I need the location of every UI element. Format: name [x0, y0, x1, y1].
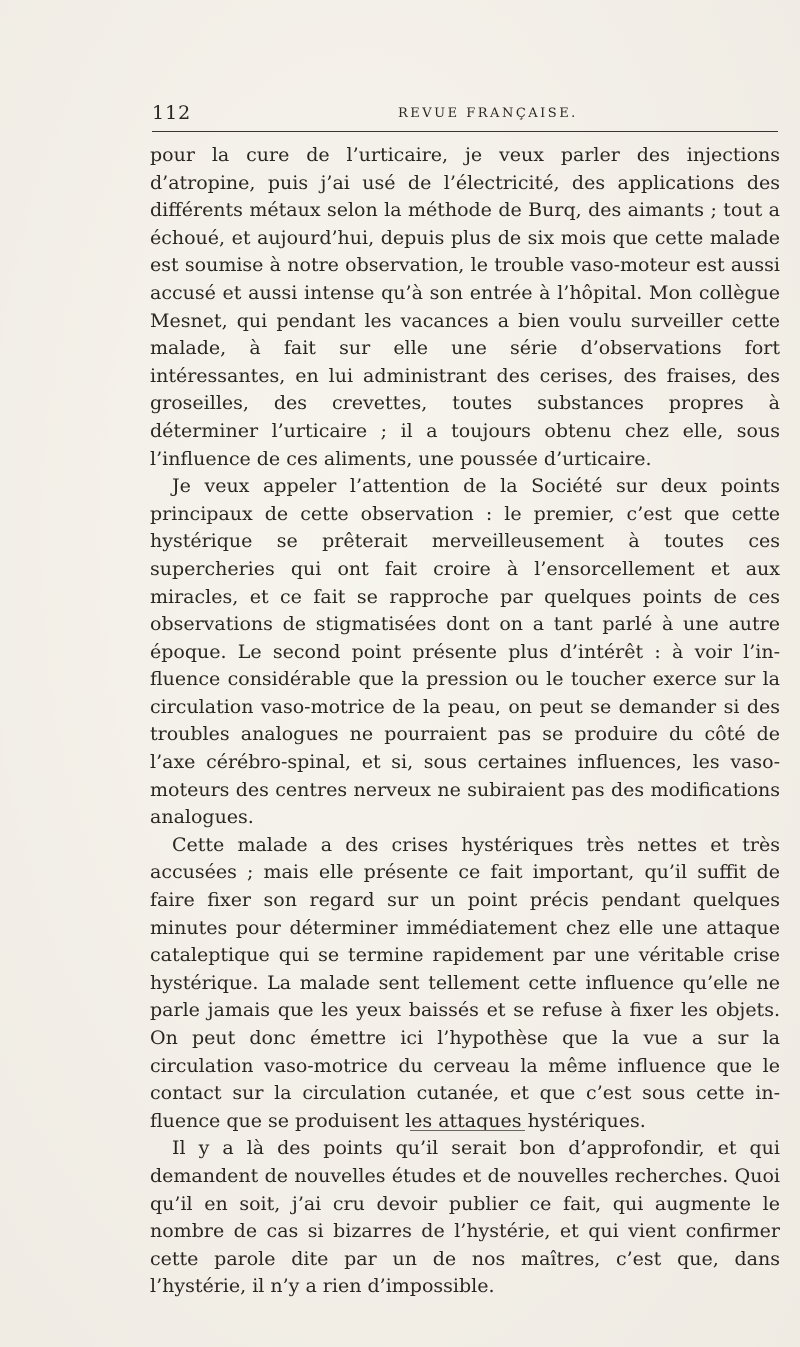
header-rule [152, 131, 778, 132]
page-header [152, 100, 778, 128]
paragraph-2: Je veux appeler l’attention de la Société sur deux points principaux de cette observation : le premier, c’est que cette hystérique se prêterait merveilleusement à toutes ces supercheries qui ont fait croire à l’ensorcellement et aux miracles, et ce fait se rapproche par quelques points de ces observations de stigmatisées dont on a tant parlé à une autre époque. Le second point présente plus d’intérêt : à voir l’influence considérable que la pression ou le toucher exerce sur la circulation vaso-motrice de la peau, on peut se demander si des troubles analogues ne pourraient pas se produire du côté de l’axe cérébro-spinal, et si, sous certaines influences, les vaso-moteurs des centres nerveux ne subiraient pas des modifications analogues. [150, 475, 780, 829]
page-number: 112 [152, 102, 192, 124]
body-text [150, 142, 780, 1301]
closing-rule [410, 1130, 525, 1131]
paragraph-3: Cette malade a des crises hystériques très nettes et très accusées ; mais elle présente ce fait important, qu’il suffit de faire fixer son regard sur un point précis pendant quelques minutes pour déterminer immédiatement chez elle une attaque cataleptique qui se termine rapidement par une véritable crise hystérique. La malade sent tellement cette influence qu’elle ne parle jamais que les yeux baissés et se refuse à fixer les objets. On peut donc émettre ici l’hypothèse que la vue a sur la circulation vaso-motrice du cerveau la même influence que le contact sur la circulation cutanée, et que c’est sous cette influence que se produisent les attaques hystériques. [150, 833, 780, 1132]
running-title: REVUE FRANÇAISE. [398, 106, 578, 121]
paragraph-1: pour la cure de l’urticaire, je veux parler des injections d’atropine, puis j’ai usé de l’électricité, des applications des différents métaux selon la méthode de Burq, des aimants ; tout a échoué, et aujourd’hui, depuis plus de six mois que cette malade est soumise à notre observation, le trouble vaso-moteur est aussi accusé et aussi intense qu’à son entrée à l’hôpital. Mon collègue Mesnet, qui pendant les vacances a bien voulu surveiller cette malade, à fait sur elle une série d’observations fort intéressantes, en lui administrant des cerises, des fraises, des groseilles, des crevettes, toutes substances propres à déterminer l’urticaire ; il a toujours obtenu chez elle, sous l’influence de ces aliments, une poussée d’urticaire. [150, 144, 780, 470]
paragraph-4: Il y a là des points qu’il serait bon d’approfondir, et qui demandent de nouvelles études et de nouvelles recherches. Quoi qu’il en soit, j’ai cru devoir publier ce fait, qui augmente le nombre de cas si bizarres de l’hystérie, et qui vient confirmer cette parole dite par un de nos maîtres, c’est que, dans l’hystérie, il n’y a rien d’impossible. [150, 1137, 780, 1298]
